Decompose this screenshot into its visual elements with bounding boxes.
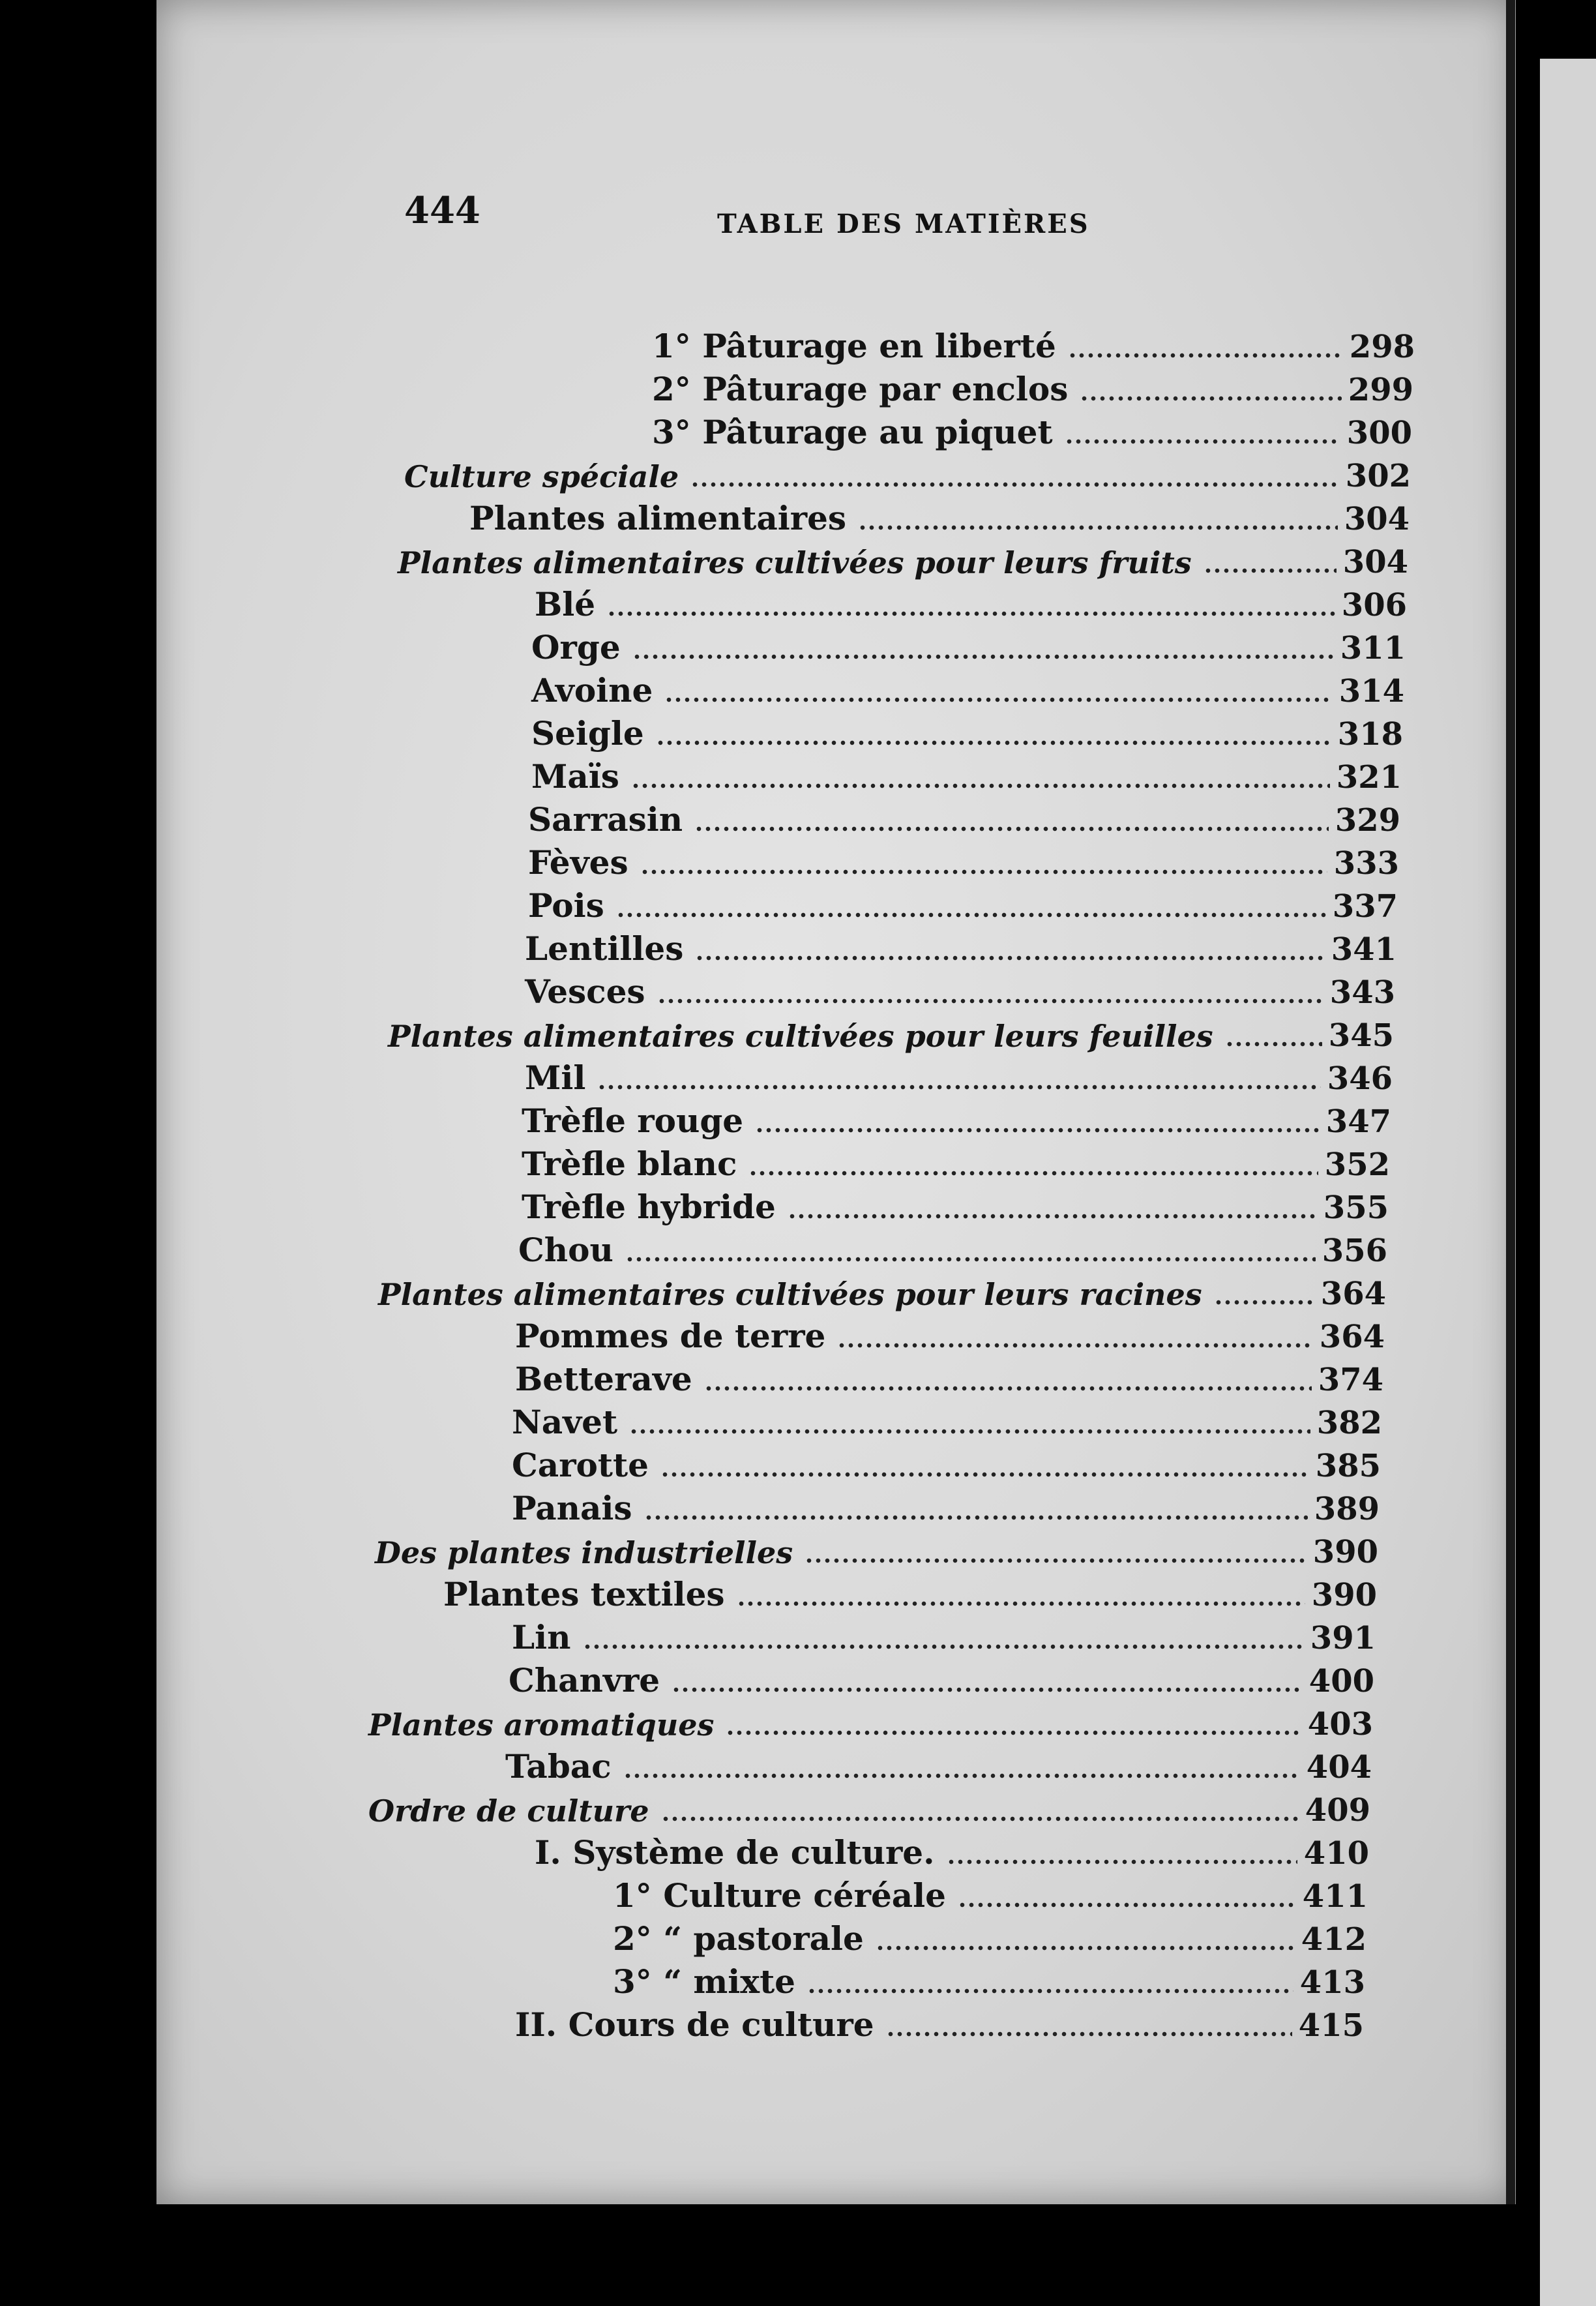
toc-entry-page: 304 — [1342, 544, 1408, 580]
toc-entry-page: 389 — [1314, 1491, 1380, 1527]
toc-entry-page: 390 — [1312, 1534, 1378, 1570]
toc-entry-page: 409 — [1305, 1792, 1370, 1829]
dot-leader — [625, 1255, 1316, 1264]
dot-leader — [737, 1599, 1305, 1608]
toc-entry-page: 311 — [1340, 630, 1406, 666]
toc-entry-title: Lin — [512, 1618, 571, 1656]
dot-leader — [694, 824, 1329, 833]
toc-entry-title: Trèfle rouge — [522, 1101, 744, 1140]
dot-leader — [1214, 1298, 1314, 1307]
toc-entry-title: Plantes textiles — [443, 1575, 725, 1613]
dot-leader — [664, 695, 1333, 704]
toc-entry-page: 385 — [1315, 1448, 1381, 1484]
dot-leader — [644, 1513, 1308, 1522]
toc-entry — [0, 1101, 1596, 1140]
toc-entry — [0, 886, 1596, 925]
toc-entry — [0, 1316, 1596, 1355]
toc-entry-title: Carotte — [512, 1446, 649, 1484]
toc-entry — [0, 1617, 1596, 1656]
toc-entry — [0, 1015, 1596, 1054]
toc-entry-title: 1° Pâturage en liberté — [652, 327, 1056, 365]
toc-entry — [0, 1144, 1596, 1183]
dot-leader — [704, 1384, 1312, 1393]
toc-entry — [0, 2005, 1596, 2044]
toc-entry-title: Trèfle hybride — [522, 1188, 776, 1226]
toc-entry — [0, 1962, 1596, 2001]
toc-entry-title: Pois — [528, 886, 604, 925]
toc-entry-title: 3° “ mixte — [613, 1962, 795, 2001]
dot-leader — [805, 1556, 1307, 1565]
toc-entry-page: 346 — [1327, 1060, 1393, 1097]
toc-entry-title: Vesces — [525, 972, 645, 1011]
toc-entry — [0, 1488, 1596, 1527]
toc-entry-title: Avoine — [531, 671, 653, 710]
running-title: TABLE DES MATIÈRES — [717, 209, 1090, 239]
toc-entry — [0, 1574, 1596, 1613]
toc-entry-title: 3° Pâturage au piquet — [652, 413, 1053, 451]
toc-entry — [0, 412, 1596, 451]
toc-entry — [0, 1531, 1596, 1570]
toc-entry — [0, 1273, 1596, 1312]
toc-entry-title: Chou — [518, 1231, 613, 1269]
toc-entry-title: Plantes alimentaires cultivées pour leurs fruits — [398, 545, 1192, 580]
toc-entry — [0, 1789, 1596, 1829]
toc-entry — [0, 326, 1596, 365]
toc-entry-page: 391 — [1310, 1620, 1376, 1656]
dot-leader — [858, 523, 1338, 532]
dot-leader — [660, 1470, 1309, 1479]
toc-entry — [0, 1359, 1596, 1398]
toc-entry-page: 355 — [1323, 1190, 1389, 1226]
dot-leader — [748, 1169, 1318, 1178]
toc-entry — [0, 369, 1596, 408]
toc-entry-title: Plantes alimentaires cultivées pour leurs feuilles — [388, 1019, 1213, 1054]
toc-entry-page: 382 — [1316, 1405, 1382, 1441]
dot-leader — [690, 480, 1339, 489]
toc-entry-page: 413 — [1299, 1964, 1365, 2001]
toc-entry-page: 337 — [1332, 888, 1398, 925]
toc-entry-page: 411 — [1302, 1878, 1368, 1915]
dot-leader — [657, 996, 1323, 1006]
toc-entry-title: Mil — [525, 1058, 586, 1097]
dot-leader — [876, 1943, 1295, 1953]
toc-entry — [0, 713, 1596, 753]
toc-entry-title: Ordre de culture — [368, 1793, 649, 1829]
dot-leader — [958, 1900, 1296, 1909]
dot-leader — [947, 1857, 1297, 1866]
toc-entry — [0, 1703, 1596, 1743]
dot-leader — [583, 1642, 1304, 1651]
toc-entry-page: 333 — [1333, 845, 1399, 882]
toc-entry — [0, 1058, 1596, 1097]
toc-entry — [0, 1445, 1596, 1484]
toc-entry-title: 2° “ pastorale — [613, 1919, 864, 1958]
toc-entry-page: 300 — [1346, 415, 1412, 451]
dot-leader — [1225, 1040, 1322, 1049]
dot-leader — [788, 1212, 1317, 1221]
dot-leader — [631, 781, 1330, 790]
toc-entry — [0, 1402, 1596, 1441]
toc-entry-page: 341 — [1331, 931, 1396, 968]
dot-leader — [1065, 437, 1340, 446]
toc-entry-page: 390 — [1311, 1577, 1377, 1613]
toc-entry — [0, 455, 1596, 494]
toc-entry-page: 352 — [1324, 1146, 1390, 1183]
toc-entry — [0, 929, 1596, 968]
toc-entry-title: Blé — [535, 585, 596, 623]
dot-leader — [726, 1728, 1301, 1737]
dot-leader — [1080, 394, 1342, 403]
toc-entry-title: Seigle — [531, 714, 644, 753]
dot-leader — [1068, 351, 1343, 360]
toc-entry-title: Betterave — [515, 1360, 692, 1398]
toc-entry-page: 356 — [1322, 1233, 1387, 1269]
dot-leader — [629, 1427, 1310, 1436]
toc-entry-page: 412 — [1301, 1921, 1367, 1958]
toc-entry — [0, 1833, 1596, 1872]
toc-entry-title: 1° Culture céréale — [613, 1876, 946, 1915]
dot-leader — [755, 1126, 1320, 1135]
toc-entry-title: Trèfle blanc — [522, 1145, 737, 1183]
toc-entry-page: 298 — [1349, 329, 1415, 365]
dot-leader — [672, 1685, 1303, 1694]
toc-entry-page: 321 — [1336, 759, 1402, 796]
toc-entry-page: 306 — [1341, 587, 1407, 623]
page-number: 444 — [404, 189, 480, 232]
toc-entry-page: 302 — [1345, 458, 1411, 494]
toc-entry — [0, 541, 1596, 580]
toc-entry — [0, 800, 1596, 839]
toc-entry-page: 364 — [1319, 1319, 1385, 1355]
toc-entry-title: Chanvre — [509, 1661, 660, 1700]
toc-entry — [0, 1187, 1596, 1226]
toc-entry-title: II. Cours de culture — [515, 2005, 874, 2044]
dot-leader — [661, 1814, 1299, 1823]
toc-entry-page: 343 — [1329, 974, 1395, 1011]
toc-entry — [0, 756, 1596, 796]
toc-entry-title: Lentilles — [525, 929, 684, 968]
toc-entry-title: Panais — [512, 1489, 632, 1527]
toc-entry — [0, 1746, 1596, 1786]
toc-entry-title: I. Système de culture. — [535, 1833, 935, 1872]
toc-entry-page: 329 — [1335, 802, 1400, 839]
dot-leader — [640, 867, 1327, 876]
toc-entry-title: Plantes aromatiques — [368, 1707, 715, 1743]
toc-entry — [0, 584, 1596, 623]
toc-entry — [0, 498, 1596, 537]
page-header — [0, 189, 1596, 248]
toc-entry-page: 347 — [1325, 1103, 1391, 1140]
dot-leader — [597, 1083, 1321, 1092]
toc-entry-page: 410 — [1303, 1835, 1369, 1872]
toc-entry-page: 299 — [1348, 372, 1413, 408]
dot-leader — [623, 1771, 1300, 1780]
toc-entry — [0, 627, 1596, 666]
toc-entry-title: Plantes alimentaires — [469, 499, 847, 537]
toc-entry-title: Culture spéciale — [404, 459, 679, 494]
toc-entry-page: 374 — [1318, 1362, 1383, 1398]
toc-entry-title: Fèves — [528, 843, 628, 882]
toc-entry-page: 318 — [1337, 716, 1403, 753]
toc-entry — [0, 972, 1596, 1011]
toc-entry — [0, 1876, 1596, 1915]
dot-leader — [807, 1986, 1293, 1996]
dot-leader — [695, 953, 1325, 963]
toc-entry-title: Maïs — [531, 757, 619, 796]
toc-entry-page: 345 — [1328, 1017, 1394, 1054]
dot-leader — [616, 910, 1326, 920]
toc-entry-page: 400 — [1308, 1663, 1374, 1700]
toc-entry-page: 314 — [1338, 673, 1404, 710]
toc-entry-title: Plantes alimentaires cultivées pour leurs racines — [378, 1277, 1202, 1312]
dot-leader — [632, 652, 1334, 661]
toc-entry-page: 404 — [1306, 1749, 1372, 1786]
toc-entry-title: Navet — [512, 1403, 618, 1441]
toc-entry-page: 364 — [1320, 1276, 1386, 1312]
toc-entry-page: 304 — [1344, 501, 1410, 537]
dot-leader — [1204, 566, 1337, 575]
dot-leader — [837, 1341, 1313, 1350]
dot-leader — [607, 609, 1335, 618]
toc-entry — [0, 670, 1596, 710]
toc-entry-title: Pommes de terre — [515, 1317, 826, 1355]
toc-entry-title: Sarrasin — [528, 800, 683, 839]
toc-entry — [0, 843, 1596, 882]
toc-entry-title: 2° Pâturage par enclos — [652, 370, 1069, 408]
toc-entry — [0, 1660, 1596, 1700]
toc-entry-page: 415 — [1298, 2007, 1364, 2044]
toc-entry — [0, 1230, 1596, 1269]
dot-leader — [656, 738, 1331, 747]
toc-entry-title: Orge — [531, 628, 621, 666]
toc-entry-page: 403 — [1307, 1706, 1373, 1743]
toc-entry-title: Tabac — [505, 1747, 612, 1786]
toc-entry-title: Des plantes industrielles — [375, 1535, 793, 1570]
toc-entry — [0, 1919, 1596, 1958]
dot-leader — [886, 2029, 1292, 2039]
